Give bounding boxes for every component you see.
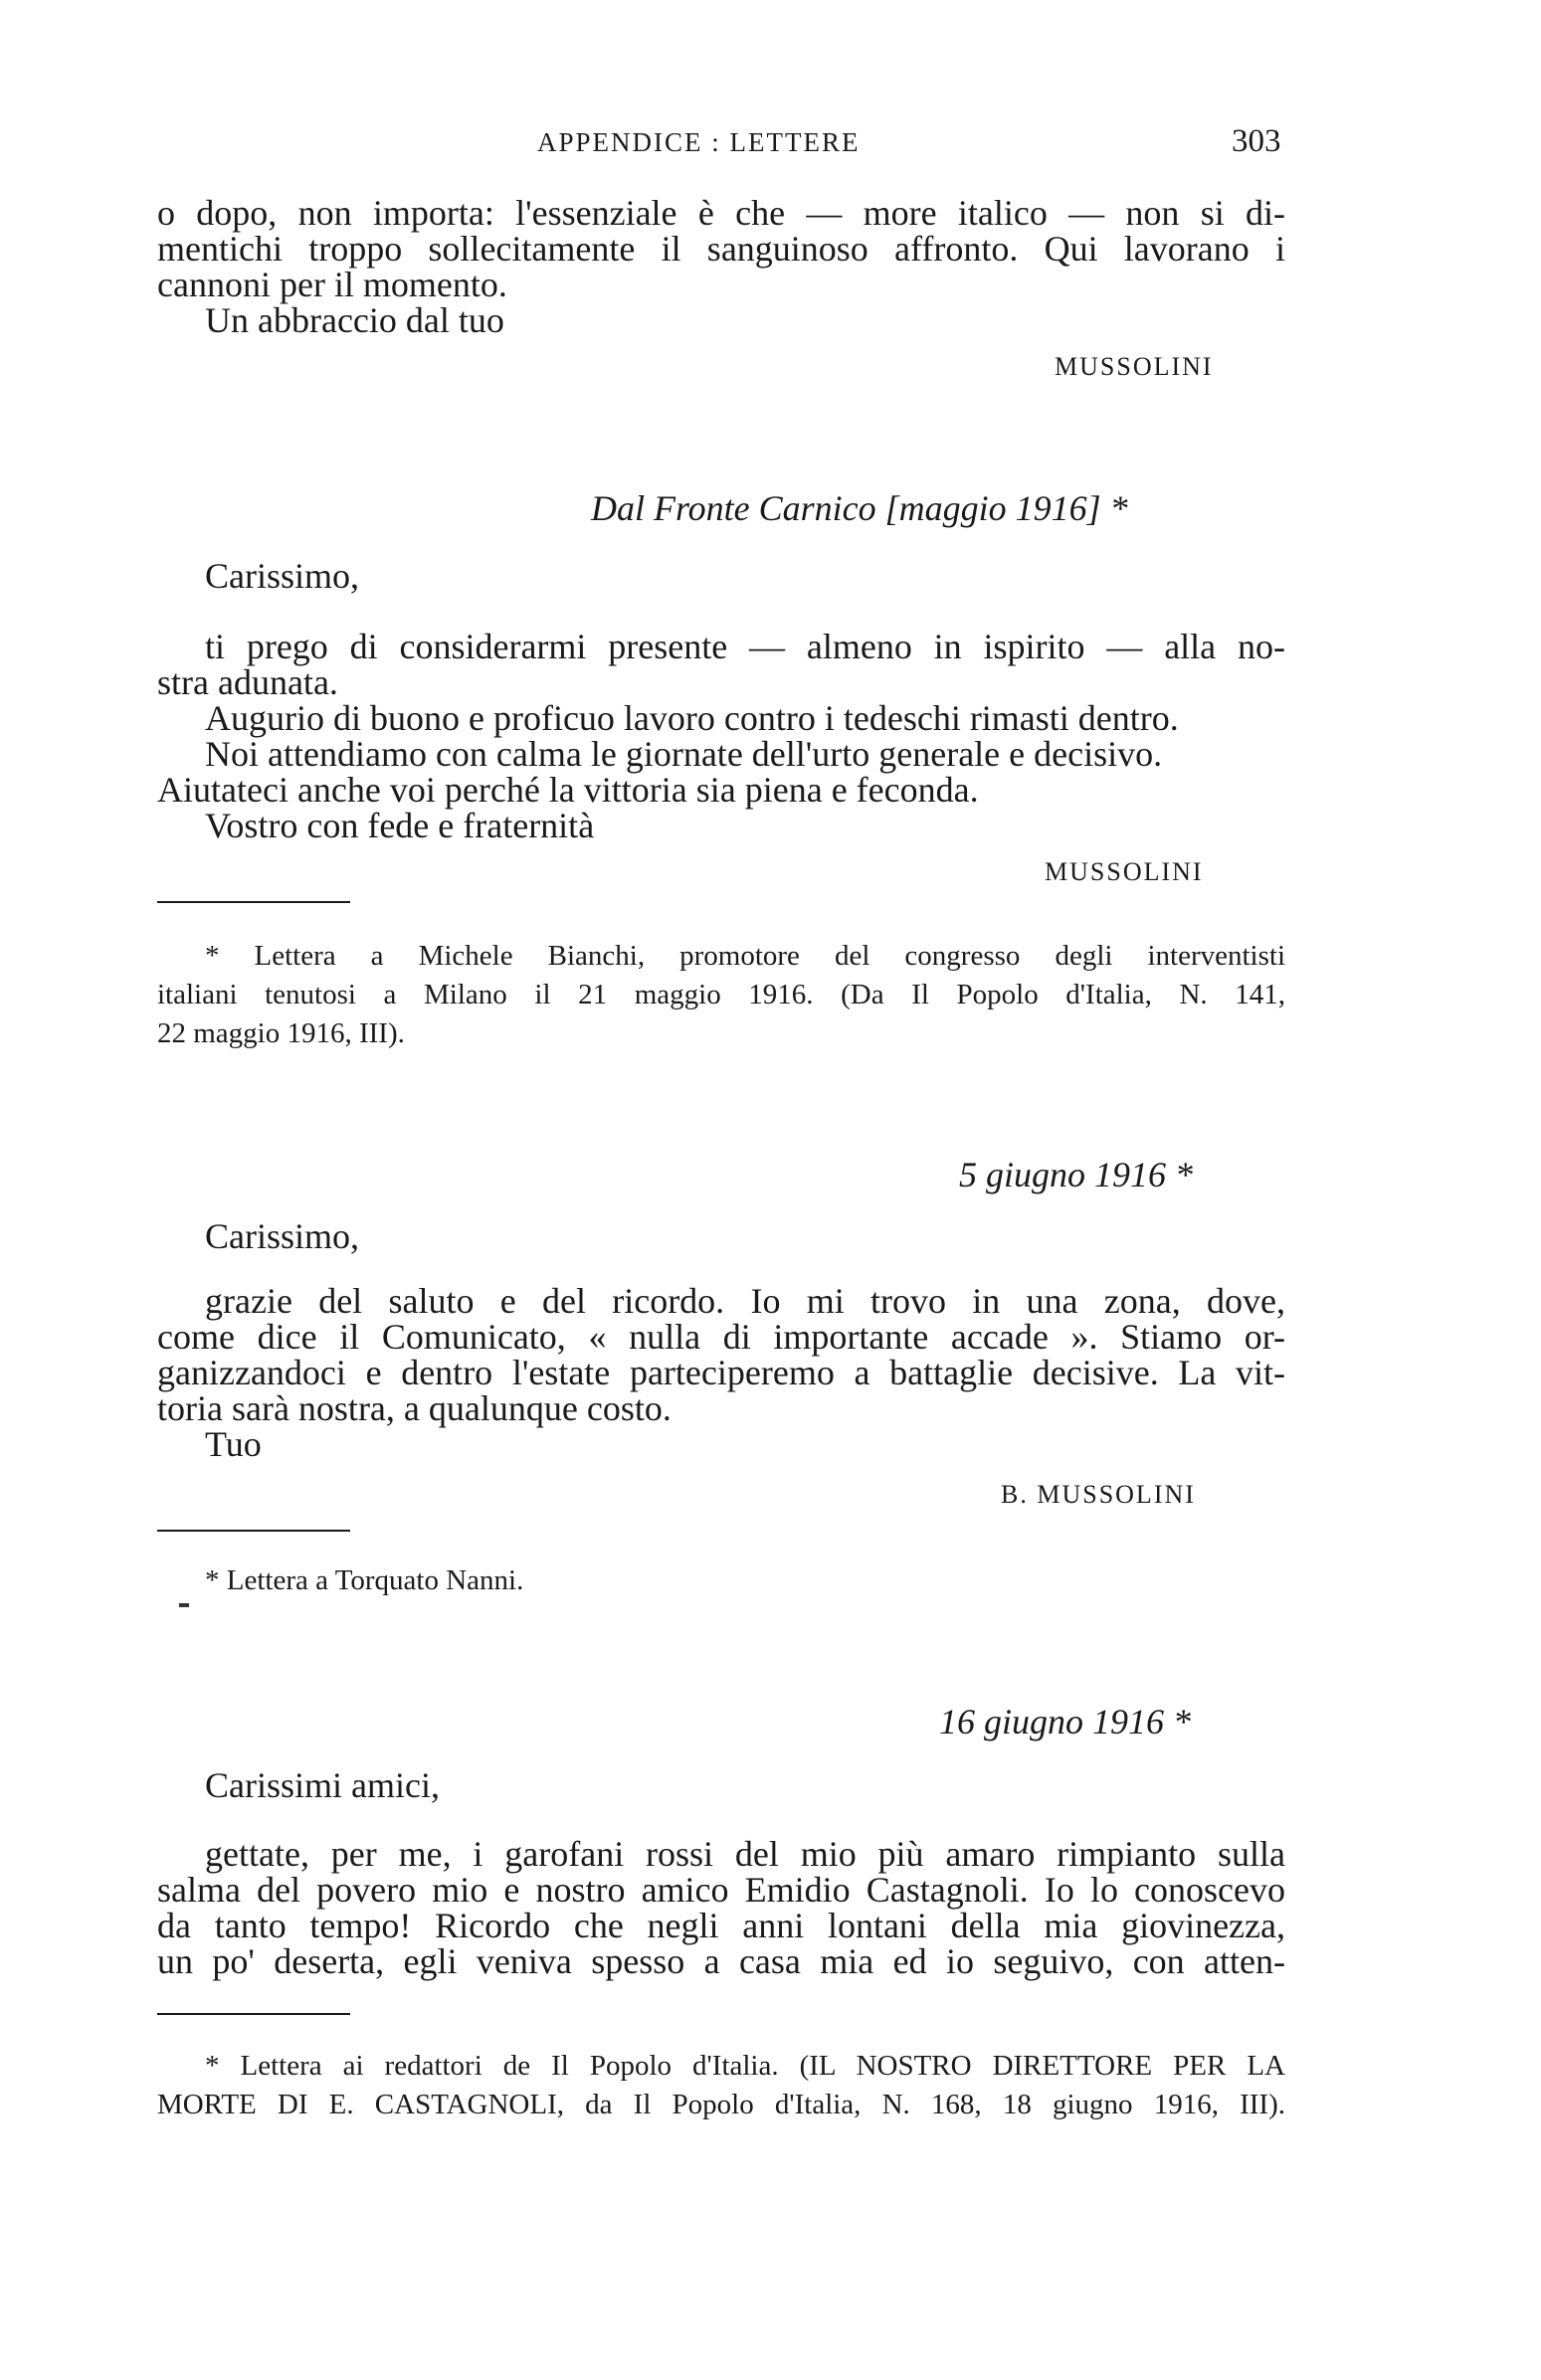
text-line: da tanto tempo! Ricordo che negli anni lontani della mia giovinezza, — [157, 1906, 1285, 1945]
footnote-rule — [157, 901, 350, 903]
page-number: 303 — [1232, 123, 1281, 159]
salutation: Carissimo, — [205, 1216, 360, 1256]
text-line: come dice il Comunicato, « nulla di importante accade ». Stiamo or- — [157, 1317, 1285, 1357]
footnote-line: 22 maggio 1916, III). — [157, 1017, 405, 1049]
letter-2-body — [157, 629, 1285, 843]
signature: B. MUSSOLINI — [1001, 1480, 1196, 1509]
footnote-rule — [157, 2013, 350, 2015]
text-line: Aiutateci anche voi perché la vittoria sia piena e feconda. — [157, 770, 979, 810]
footnote-rule — [157, 1530, 350, 1532]
text-line: gettate, per me, i garofani rossi del mio più amaro rimpianto sulla — [205, 1834, 1285, 1874]
footnote — [157, 1561, 1285, 1600]
text-line: Noi attendiamo con calma le giornate dell'urto generale e decisivo. — [205, 734, 1163, 774]
dateline: 16 giugno 1916 * — [939, 1702, 1192, 1741]
footnote-line: MORTE DI E. CASTAGNOLI, da Il Popolo d'Italia, N. 168, 18 giugno 1916, III). — [157, 2089, 1285, 2120]
footnote-line: * Lettera a Torquato Nanni. — [205, 1564, 524, 1596]
text-line: toria sarà nostra, a qualunque costo. — [157, 1388, 672, 1428]
signature: MUSSOLINI — [1045, 857, 1204, 886]
text-line: stra adunata. — [157, 662, 338, 702]
page-speck — [179, 1603, 189, 1607]
footnote — [157, 2047, 1285, 2124]
footnote-line: * Lettera a Michele Bianchi, promotore del congresso degli interventisti — [205, 940, 1285, 972]
salutation: Carissimo, — [205, 556, 360, 596]
letter-1-body — [157, 195, 1285, 338]
letter-4-body — [157, 1836, 1285, 1979]
running-header — [0, 123, 1541, 167]
running-title: APPENDICE : LETTERE — [537, 127, 861, 157]
signature: MUSSOLINI — [1055, 352, 1214, 381]
text-line: o dopo, non importa: l'essenziale è che — more italico — non si di- — [157, 193, 1285, 233]
text-line: cannoni per il momento. — [157, 265, 507, 304]
letter-closing: Tuo — [205, 1424, 262, 1464]
text-line: un po' deserta, egli veniva spesso a casa mia ed io seguivo, con atten- — [157, 1941, 1285, 1981]
footnote — [157, 937, 1285, 1053]
dateline: 5 giugno 1916 * — [959, 1155, 1194, 1194]
letter-closing: Vostro con fede e fraternità — [205, 806, 595, 845]
salutation: Carissimi amici, — [205, 1765, 440, 1805]
footnote-line: italiani tenutosi a Milano il 21 maggio 1916. (Da Il Popolo d'Italia, N. 141, — [157, 979, 1285, 1010]
footnote-line: * Lettera ai redattori de Il Popolo d'Italia. (IL NOSTRO DIRETTORE PER LA — [205, 2050, 1285, 2082]
text-line: salma del povero mio e nostro amico Emidio Castagnoli. Io lo conoscevo — [157, 1870, 1285, 1910]
text-line: mentichi troppo sollecitamente il sanguinoso affronto. Qui lavorano i — [157, 229, 1285, 269]
text-line: grazie del saluto e del ricordo. Io mi trovo in una zona, dove, — [205, 1281, 1285, 1321]
text-line: ti prego di considerarmi presente — almeno in ispirito — alla no- — [205, 627, 1285, 666]
dateline: Dal Fronte Carnico [maggio 1916] * — [591, 488, 1128, 528]
letter-3-body — [157, 1283, 1285, 1462]
text-line: ganizzandoci e dentro l'estate parteciperemo a battaglie decisive. La vit- — [157, 1353, 1285, 1392]
text-line: Augurio di buono e proficuo lavoro contro i tedeschi rimasti dentro. — [205, 698, 1179, 738]
letter-closing: Un abbraccio dal tuo — [205, 300, 504, 340]
